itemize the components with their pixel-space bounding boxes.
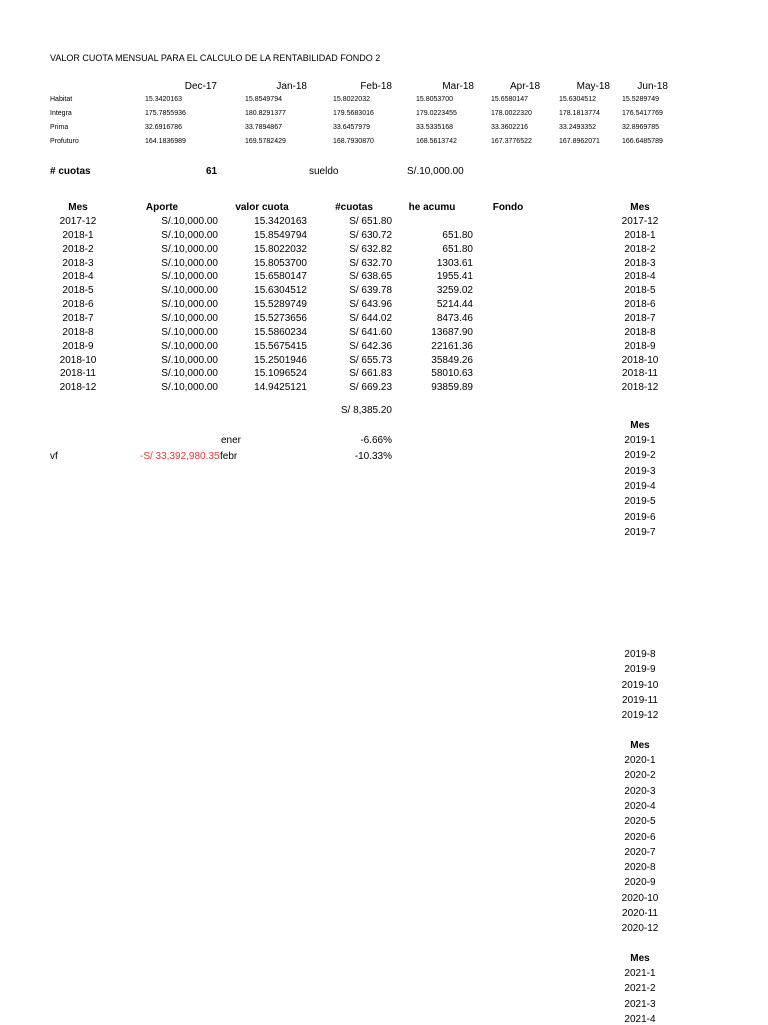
right-mes-item: 2020-2 bbox=[624, 770, 656, 782]
right-mes-item: 2019-10 bbox=[621, 679, 659, 691]
row-aporte: S/.10,000.00 bbox=[161, 229, 218, 241]
fund-value-cell: 179.5683016 bbox=[333, 110, 374, 117]
right-mes-item: 2019-3 bbox=[624, 465, 656, 477]
right-mes-item: 2019-4 bbox=[624, 480, 656, 492]
fund-value-cell: 167.3776522 bbox=[491, 138, 532, 145]
fund-value-cell: 15.5289749 bbox=[622, 96, 659, 103]
vf-value: -S/ 33,392,980.35 bbox=[140, 451, 220, 462]
right-mes-item: 2021-2 bbox=[624, 983, 656, 995]
fund-name: Prima bbox=[50, 124, 69, 131]
fund-value-cell: 33.2493352 bbox=[559, 124, 596, 131]
right-mes-item: 2018-9 bbox=[624, 340, 656, 352]
fund-value-cell: 176.5417769 bbox=[622, 110, 663, 117]
header-cuotas: #cuotas bbox=[335, 202, 373, 213]
right-mes-item: 2019-11 bbox=[622, 694, 658, 706]
row-he-acumu: 651.80 bbox=[442, 229, 473, 241]
right-mes-item: 2019-6 bbox=[624, 511, 656, 523]
row-aporte: S/.10,000.00 bbox=[161, 326, 218, 338]
fund-value-cell: 33.7894867 bbox=[245, 124, 282, 131]
right-mes-item: 2020-6 bbox=[624, 831, 656, 843]
right-mes-item: 2018-10 bbox=[621, 354, 659, 366]
row-cuotas: S/ 638.65 bbox=[349, 271, 392, 283]
right-mes-item: 2021-1 bbox=[624, 968, 656, 979]
month-header: Dec-17 bbox=[184, 81, 217, 92]
row-he-acumu: 22161.36 bbox=[431, 340, 473, 352]
right-mes-item: 2018-7 bbox=[624, 312, 656, 324]
row-valor-cuota: 15.1096524 bbox=[254, 368, 307, 380]
header-mes: Mes bbox=[68, 202, 88, 213]
fund-value-cell: 15.8022032 bbox=[333, 96, 370, 103]
right-mes-item: 2021-3 bbox=[624, 998, 656, 1010]
cuotas-value: 61 bbox=[206, 166, 218, 177]
right-mes-item: 2018-11 bbox=[622, 368, 658, 380]
fund-value-cell: 179.0223455 bbox=[416, 110, 457, 117]
page-title: VALOR CUOTA MENSUAL PARA EL CALCULO DE LA RENTABILIDAD FONDO 2 bbox=[50, 53, 381, 63]
right-mes-item: 2020-1 bbox=[624, 755, 656, 766]
fund-value-cell: 168.5613742 bbox=[416, 138, 457, 145]
row-cuotas: S/ 641.60 bbox=[349, 326, 392, 338]
row-cuotas: S/ 644.02 bbox=[349, 312, 392, 324]
row-he-acumu: 93859.89 bbox=[431, 382, 473, 394]
row-aporte: S/.10,000.00 bbox=[161, 243, 218, 255]
row-aporte: S/.10,000.00 bbox=[161, 368, 218, 380]
right-mes-item: 2020-7 bbox=[624, 846, 656, 858]
fund-value-cell: 164.1836989 bbox=[145, 138, 186, 145]
row-aporte: S/.10,000.00 bbox=[161, 285, 218, 297]
right-mes-item: 2018-3 bbox=[624, 257, 656, 269]
row-aporte: S/.10,000.00 bbox=[161, 271, 218, 283]
right-mes-item: 2018-8 bbox=[624, 326, 656, 338]
right-mes-item: 2020-12 bbox=[621, 923, 659, 935]
row-mes: 2018-5 bbox=[62, 285, 94, 297]
row-he-acumu: 651.80 bbox=[442, 243, 473, 255]
right-mes-item: 2020-3 bbox=[624, 785, 656, 797]
right-mes-item: 2020-10 bbox=[621, 892, 659, 904]
right-mes-item: 2018-1 bbox=[624, 229, 656, 241]
right-mes-item: 2018-6 bbox=[624, 299, 656, 311]
row-he-acumu: 35849.26 bbox=[431, 354, 473, 366]
right-mes-item: 2018-5 bbox=[624, 285, 656, 297]
fund-value-cell: 178.1813774 bbox=[559, 110, 600, 117]
fund-name: Integra bbox=[50, 110, 72, 117]
row-cuotas: S/ 632.70 bbox=[349, 257, 392, 269]
febr-label: febr bbox=[220, 451, 238, 462]
row-valor-cuota: 15.3420163 bbox=[254, 216, 307, 227]
right-mes-item: 2019-7 bbox=[624, 526, 656, 538]
right-mes-item: 2019-1 bbox=[624, 435, 656, 446]
row-cuotas: S/ 642.36 bbox=[349, 340, 392, 352]
row-aporte: S/.10,000.00 bbox=[161, 216, 218, 227]
fund-value-cell: 178.0022320 bbox=[491, 110, 532, 117]
row-cuotas: S/ 669.23 bbox=[349, 382, 392, 394]
month-header: Jun-18 bbox=[637, 81, 668, 92]
row-aporte: S/.10,000.00 bbox=[161, 312, 218, 324]
right-mes-item: 2019-12 bbox=[621, 710, 659, 722]
row-cuotas: S/ 651.80 bbox=[349, 216, 392, 227]
row-cuotas: S/ 630.72 bbox=[349, 229, 392, 241]
row-valor-cuota: 14.9425121 bbox=[254, 382, 307, 394]
row-valor-cuota: 15.6580147 bbox=[254, 271, 307, 283]
right-mes-item: 2020-4 bbox=[624, 800, 656, 812]
row-aporte: S/.10,000.00 bbox=[161, 340, 218, 352]
header-valor-cuota: valor cuota bbox=[235, 202, 289, 213]
sueldo-label: sueldo bbox=[309, 166, 339, 177]
row-valor-cuota: 15.5675415 bbox=[254, 340, 307, 352]
row-mes: 2017-12 bbox=[59, 216, 97, 227]
ener-label: ener bbox=[221, 435, 242, 446]
month-header: Apr-18 bbox=[509, 81, 540, 92]
fund-value-cell: 15.3420163 bbox=[145, 96, 182, 103]
fund-value-cell: 33.5335168 bbox=[416, 124, 453, 131]
row-valor-cuota: 15.2501946 bbox=[254, 354, 307, 366]
row-aporte: S/.10,000.00 bbox=[161, 382, 218, 394]
row-valor-cuota: 15.5860234 bbox=[254, 326, 307, 338]
fund-value-cell: 15.8549794 bbox=[245, 96, 282, 103]
right-mes-item: 2020-11 bbox=[622, 908, 658, 919]
fund-value-cell: 175.7855936 bbox=[145, 110, 186, 117]
header-he-acumu: he acumu bbox=[408, 202, 456, 213]
right-mes-item: 2018-2 bbox=[624, 243, 656, 255]
vf-label: vf bbox=[50, 451, 58, 462]
month-header: May-18 bbox=[576, 81, 610, 92]
right-mes-item: 2021-4 bbox=[624, 1013, 656, 1025]
row-mes: 2018-3 bbox=[62, 257, 94, 269]
fund-value-cell: 32.8969785 bbox=[622, 124, 659, 131]
row-he-acumu: 5214.44 bbox=[436, 299, 473, 311]
row-mes: 2018-7 bbox=[62, 312, 94, 324]
row-cuotas: S/ 632.82 bbox=[349, 243, 392, 255]
row-valor-cuota: 15.6304512 bbox=[254, 285, 307, 297]
fund-name: Profuturo bbox=[50, 138, 79, 145]
row-aporte: S/.10,000.00 bbox=[161, 299, 218, 311]
fund-value-cell: 33.6457979 bbox=[333, 124, 370, 131]
header-aporte: Aporte bbox=[145, 202, 179, 213]
header-fondo: Fondo bbox=[492, 202, 524, 213]
row-mes: 2018-4 bbox=[62, 271, 94, 283]
sueldo-value: S/.10,000.00 bbox=[407, 166, 464, 177]
fund-value-cell: 15.6580147 bbox=[491, 96, 528, 103]
right-mes-item: 2018-4 bbox=[624, 271, 656, 283]
right-mes-item: 2019-8 bbox=[624, 649, 656, 660]
row-mes: 2018-11 bbox=[60, 368, 96, 380]
row-aporte: S/.10,000.00 bbox=[161, 257, 218, 269]
row-valor-cuota: 15.8053700 bbox=[254, 257, 307, 269]
row-he-acumu: 8473.46 bbox=[436, 312, 473, 324]
fund-value-cell: 15.8053700 bbox=[416, 96, 453, 103]
right-mes-header: Mes bbox=[630, 202, 650, 213]
fund-value-cell: 33.3602216 bbox=[491, 124, 528, 131]
fund-value-cell: 167.8962071 bbox=[559, 138, 600, 145]
row-valor-cuota: 15.8549794 bbox=[254, 229, 307, 241]
fund-value-cell: 169.5782429 bbox=[245, 138, 286, 145]
ener-value: -6.66% bbox=[360, 435, 392, 446]
row-cuotas: S/ 661.83 bbox=[349, 368, 392, 380]
fund-value-cell: 166.6485789 bbox=[622, 138, 663, 145]
right-mes-item: 2020-5 bbox=[624, 816, 656, 828]
right-mes-item: 2018-12 bbox=[621, 382, 659, 394]
row-cuotas: S/ 639.78 bbox=[349, 285, 392, 297]
row-mes: 2018-6 bbox=[62, 299, 94, 311]
month-header: Feb-18 bbox=[360, 81, 392, 92]
row-valor-cuota: 15.5273656 bbox=[254, 312, 307, 324]
fund-value-cell: 15.6304512 bbox=[559, 96, 596, 103]
row-he-acumu: 13687.90 bbox=[431, 326, 473, 338]
row-mes: 2018-9 bbox=[62, 340, 94, 352]
row-mes: 2018-2 bbox=[62, 243, 94, 255]
row-valor-cuota: 15.8022032 bbox=[254, 243, 307, 255]
right-mes-item: 2019-9 bbox=[624, 664, 656, 676]
row-cuotas: S/ 643.96 bbox=[349, 299, 392, 311]
row-mes: 2018-8 bbox=[62, 326, 94, 338]
right-mes-item: 2019-5 bbox=[624, 496, 656, 508]
total-cuotas: S/ 8,385.20 bbox=[340, 405, 392, 416]
row-mes: 2018-10 bbox=[59, 354, 97, 366]
row-he-acumu: 1303.61 bbox=[436, 257, 473, 269]
right-mes-item: 2020-9 bbox=[624, 877, 656, 889]
month-header: Jan-18 bbox=[276, 81, 307, 92]
row-he-acumu: 58010.63 bbox=[431, 368, 473, 380]
right-mes-item: 2019-2 bbox=[624, 450, 656, 462]
cuotas-label: # cuotas bbox=[50, 166, 91, 177]
row-he-acumu: 1955.41 bbox=[436, 271, 473, 283]
febr-value: -10.33% bbox=[354, 451, 392, 462]
right-mes-header: Mes bbox=[630, 740, 650, 751]
fund-value-cell: 168.7930870 bbox=[333, 138, 374, 145]
right-mes-header: Mes bbox=[630, 420, 650, 431]
fund-value-cell: 32.6916786 bbox=[145, 124, 182, 131]
row-mes: 2018-12 bbox=[59, 382, 97, 394]
row-aporte: S/.10,000.00 bbox=[161, 354, 218, 366]
right-mes-item: 2020-8 bbox=[624, 862, 656, 874]
row-mes: 2018-1 bbox=[62, 229, 94, 241]
row-he-acumu: 3259.02 bbox=[436, 285, 473, 297]
row-valor-cuota: 15.5289749 bbox=[254, 299, 307, 311]
right-mes-item: 2017-12 bbox=[621, 216, 659, 227]
fund-value-cell: 180.8291377 bbox=[245, 110, 286, 117]
month-header: Mar-18 bbox=[442, 81, 474, 92]
row-cuotas: S/ 655.73 bbox=[349, 354, 392, 366]
fund-name: Habitat bbox=[50, 96, 73, 103]
right-mes-header: Mes bbox=[630, 953, 650, 964]
